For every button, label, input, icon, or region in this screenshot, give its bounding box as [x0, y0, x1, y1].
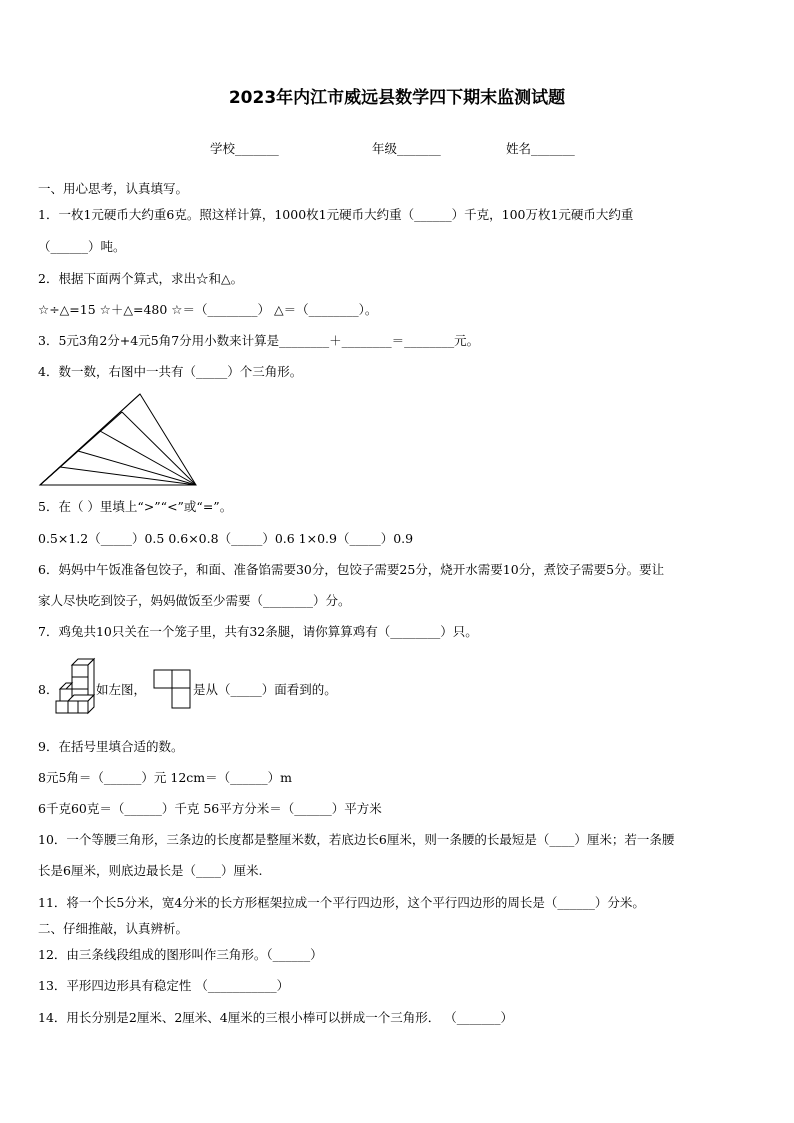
fan-line-2: [100, 431, 196, 485]
question-5-items: 0.5×1.2（_____）0.5 0.6×0.8（_____）0.6 1×0.9（_____）0.9: [38, 531, 414, 546]
question-8-number: 8．: [38, 682, 59, 697]
section-1-heading: 一、用心思考，认真填写。: [38, 181, 189, 196]
question-6-line-1: 6．妈妈中午饭准备包饺子，和面、准备馅需要30分，包饺子需要25分，烧开水需要10分，煮饺子需要5分。要让: [38, 562, 665, 577]
triangle-fan-figure: [38, 392, 198, 488]
view-figure: [153, 669, 193, 711]
question-5: 5．在（ ）里填上“>”“<”或“=”。: [38, 499, 233, 514]
question-1-line-1: 1．一枚1元硬币大约重6克。照这样计算，1000枚1元硬币大约重（______）千克，100万枚1元硬币大约重: [38, 207, 634, 222]
question-6-line-2: 家人尽快吃到饺子，妈妈做饭至少需要（________）分。: [38, 593, 351, 608]
question-9-row-2: 6千克60克＝（______）千克 56平方分米＝（______）平方米: [38, 801, 382, 816]
question-13: 13．平形四边形具有稳定性 （___________）: [38, 978, 290, 993]
question-3: 3．5元3角2分+4元5角7分用小数来计算是________＋________＝________元。: [38, 333, 480, 348]
question-11: 11．将一个长5分米，宽4分米的长方形框架拉成一个平行四边形，这个平行四边形的周长是（______）分米。: [38, 895, 645, 910]
question-4: 4．数一数，右图中一共有（_____）个三角形。: [38, 364, 303, 379]
question-14: 14．用长分别是2厘米、2厘米、4厘米的三根小棒可以拼成一个三角形． （_______）: [38, 1010, 513, 1025]
question-8-answer: 是从（_____）面看到的。: [193, 682, 337, 697]
grade-field: 年级_______: [372, 141, 441, 156]
question-9-row-1: 8元5角＝（______）元 12cm＝（______）m: [38, 770, 292, 785]
fan-line-4-inner: [40, 467, 60, 485]
question-12: 12．由三条线段组成的图形叫作三角形。（______）: [38, 947, 323, 962]
page-title: 2023年内江市威远县数学四下期末监测试题: [228, 88, 566, 108]
question-2: 2．根据下面两个算式，求出☆和△。: [38, 271, 244, 286]
question-2-equations: ☆÷△=15 ☆＋△=480 ☆＝（________） △＝（________）。: [38, 302, 378, 317]
section-2-heading: 二、仔细推敲，认真辨析。: [38, 921, 189, 936]
question-7: 7．鸡兔共10只关在一个笼子里，共有32条腿，请你算算鸡有（________）只。: [38, 624, 478, 639]
name-field: 姓名_______: [506, 141, 575, 156]
school-field: 学校_______: [210, 141, 279, 156]
cube-stack-figure: [54, 657, 96, 719]
question-10-line-2: 长是6厘米，则底边最长是（____）厘米.: [38, 863, 263, 878]
question-10-line-1: 10．一个等腰三角形，三条边的长度都是整厘米数，若底边长6厘米，则一条腰的长最短是（____）厘米；若一条腰: [38, 832, 675, 847]
question-8-text: 如左图，: [96, 682, 147, 697]
fan-line-4: [60, 467, 196, 485]
question-1-line-2: （______）吨。: [38, 239, 126, 254]
question-9: 9．在括号里填合适的数。: [38, 739, 184, 754]
